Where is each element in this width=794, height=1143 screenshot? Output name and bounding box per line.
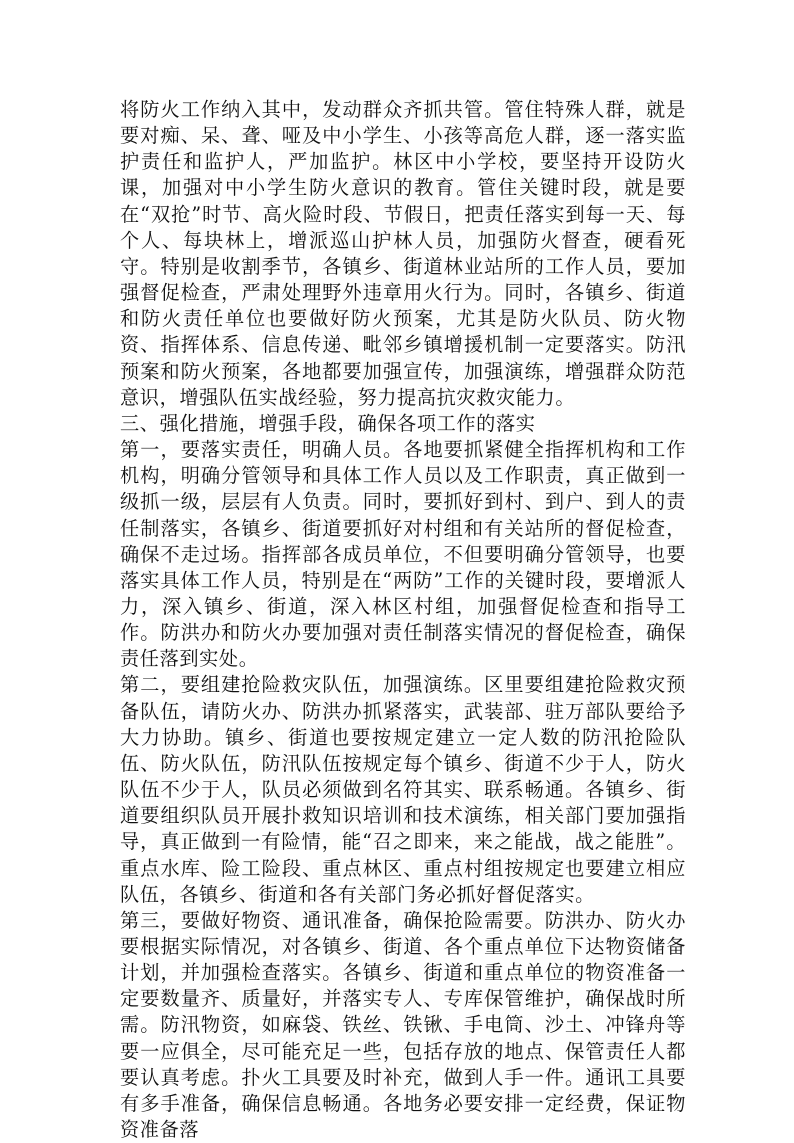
document-page <box>120 97 686 1143</box>
paragraph-third-supplies: 第三，要做好物资、通讯准备，确保抢险需要。防洪办、防火办要根据实际情况，对各镇乡、街道、各个重点单位下达物资储备计划，并加强检查落实。各镇乡、街道和重点单位的物资准备一定要数量齐、质量好，并落实专人、专库保管维护，确保战时所需。防汛物资，如麻袋、铁丝、铁锹、手电筒、沙土、冲锋舟等要一应俱全，尽可能充足一些，包括存放的地点、保管责任人都要认真考虑。扑火工具要及时补充，做到人手一件。通讯工具要有多手准备，确保信息畅通。各地务必要安排一定经费，保证物资准备落 <box>120 908 686 1142</box>
paragraph-first-responsibility: 第一，要落实责任，明确人员。各地要抓紧健全指挥机构和工作机构，明确分管领导和具体工作人员以及工作职责，真正做到一级抓一级，层层有人负责。同时，要抓好到村、到户、到人的责任制落实，各镇乡、街道要抓好对村组和有关站所的督促检查，确保不走过场。指挥部各成员单位，不但要明确分管领导，也要落实具体工作人员，特别是在“两防”工作的关键时段，要增派人力，深入镇乡、街道，深入林区村组，加强督促检查和指导工作。防洪办和防火办要加强对责任制落实情况的督促检查，确保责任落到实处。 <box>120 438 686 671</box>
section-heading-three: 三、强化措施，增强手段，确保各项工作的落实 <box>120 411 536 435</box>
paragraph-second-rescue-teams: 第二，要组建抢险救灾队伍，加强演练。区里要组建抢险救灾预备队伍，请防火办、防洪办抓紧落实，武装部、驻万部队要给予大力协助。镇乡、街道也要按规定建立一定人数的防汛抢险队伍、防火队伍，防汛队伍按规定每个镇乡、街道不少于人，防火队伍不少于人，队员必须做到名符其实、联系畅通。各镇乡、街道要组织队员开展扑救知识培训和技术演练，相关部门要加强指导，真正做到一有险情，能“召之即来，来之能战，战之能胜”。重点水库、险工险段、重点林区、重点村组按规定也要建立相应队伍，各镇乡、街道和各有关部门务必抓好督促落实。 <box>120 673 686 906</box>
paragraph-fire-prevention-duties: 将防火工作纳入其中，发动群众齐抓共管。管住特殊人群，就是要对痴、呆、聋、哑及中小学生、小孩等高危人群，逐一落实监护责任和监护人，严加监护。林区中小学校，要坚持开设防火课，加强对中小学生防火意识的教育。管住关键时段，就是要在“双抢”时节、高火险时段、节假日，把责任落实到每一天、每个人、每块林上，增派巡山护林人员，加强防火督查，硬看死守。特别是收割季节，各镇乡、街道林业站所的工作人员，要加强督促检查，严肃处理野外违章用火行为。同时，各镇乡、街道和防火责任单位也要做好防火预案，尤其是防火队员、防火物资、指挥体系、信息传递、毗邻乡镇增援机制一定要落实。防汛预案和防火预案，各地都要加强宣传，加强演练，增强群众防范意识，增强队伍实战经验，努力提高抗灾救灾能力。 <box>120 98 686 409</box>
